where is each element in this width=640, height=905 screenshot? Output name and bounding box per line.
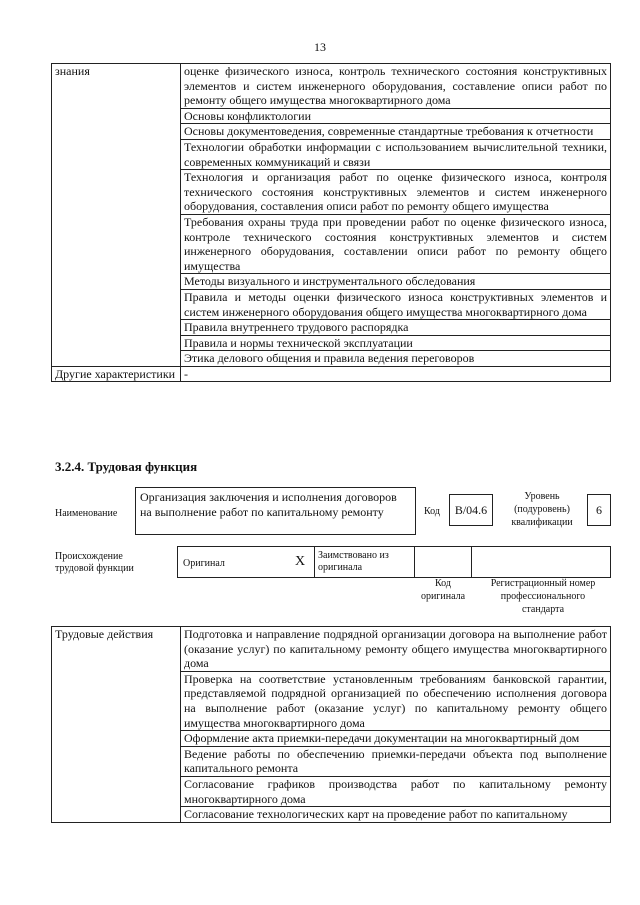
knowledge-item: Методы визуального и инструментального обследования <box>181 274 611 290</box>
knowledge-item: Правила и нормы технической эксплуатации <box>181 335 611 351</box>
labor-actions-table <box>51 626 611 823</box>
knowledge-item: Требования охраны труда при проведении работ по оценке физического износа, контроле технического состояния конструктивных элементов и систем инженерного оборудования, составлении описи работ по ремонту общего имущества <box>181 214 611 273</box>
code-value: В/04.6 <box>449 494 493 526</box>
labor-action-item: Подготовка и направление подрядной организации договора на выполнение работ (оказание услуг) по капитальному ремонту общего имущества многоквартирного дома <box>181 627 611 672</box>
name-label: Наименование <box>55 508 118 519</box>
origin-code-label: Код оригинала <box>420 578 466 602</box>
origin-label: Происхождение трудовой функции <box>55 551 134 574</box>
origin-code-cell <box>414 546 472 578</box>
knowledge-item: Этика делового общения и правила ведения переговоров <box>181 351 611 367</box>
other-characteristics-label: Другие характеристики <box>52 366 181 382</box>
original-check-mark: X <box>295 554 306 569</box>
reg-number-label: Регистрационный номер профессионального стандарта <box>490 578 596 615</box>
labor-action-item: Проверка на соответствие установленным требованиям банковской гарантии, представляемой подрядной организацией по обеспечению исполнения договора на выполнение работ (оказание услуг) по капитальному ремонту общего имущества многоквартирного дома <box>181 671 611 730</box>
knowledge-table <box>51 63 611 382</box>
knowledge-item: Основы конфликтологии <box>181 108 611 124</box>
knowledge-item: Правила и методы оценки физического износа конструктивных элементов и систем инженерного оборудования общего имущества многоквартирного дома <box>181 289 611 319</box>
table-row <box>52 627 611 672</box>
code-label: Код <box>424 506 440 517</box>
knowledge-item: Технология и организация работ по оценке физического износа, контроля технического состояния конструктивных элементов и систем инженерного оборудования, составления описи работ по ремонту общего имущества <box>181 170 611 215</box>
knowledge-label: знания <box>52 64 181 367</box>
original-label: Оригинал <box>183 558 225 569</box>
table-row <box>52 366 611 382</box>
knowledge-item: оценке физического износа, контроль технического состояния конструктивных элементов и систем инженерного оборудования, составление описи работ по ремонту общего имущества многоквартирного дома <box>181 64 611 109</box>
knowledge-item: Правила внутреннего трудового распорядка <box>181 320 611 336</box>
section-title: 3.2.4. Трудовая функция <box>55 459 198 474</box>
knowledge-item: Основы документоведения, современные стандартные требования к отчетности <box>181 124 611 140</box>
labor-action-item: Согласование графиков производства работ по капитальному ремонту многоквартирного дома <box>181 776 611 806</box>
labor-action-item: Согласование технологических карт на проведение работ по капитальному <box>181 807 611 823</box>
level-label: Уровень (подуровень) квалификации <box>511 491 573 528</box>
reg-number-cell <box>471 546 611 578</box>
page-number: 13 <box>314 40 326 54</box>
level-value: 6 <box>587 494 611 526</box>
labor-action-item: Ведение работы по обеспечению приемки-передачи объекта под выполнение капитального ремонта <box>181 746 611 776</box>
table-row <box>52 64 611 109</box>
other-characteristics-value: - <box>181 366 611 382</box>
labor-action-item: Оформление акта приемки-передачи документации на многоквартирный дом <box>181 731 611 747</box>
borrowed-label: Заимствовано из оригинала <box>318 550 389 573</box>
name-value: Организация заключения и исполнения договоров на выполнение работ по капитальному ремонту <box>135 487 416 535</box>
labor-actions-label: Трудовые действия <box>52 627 181 823</box>
knowledge-item: Технологии обработки информации с использованием вычислительной техники, современных коммуникаций и связи <box>181 139 611 169</box>
